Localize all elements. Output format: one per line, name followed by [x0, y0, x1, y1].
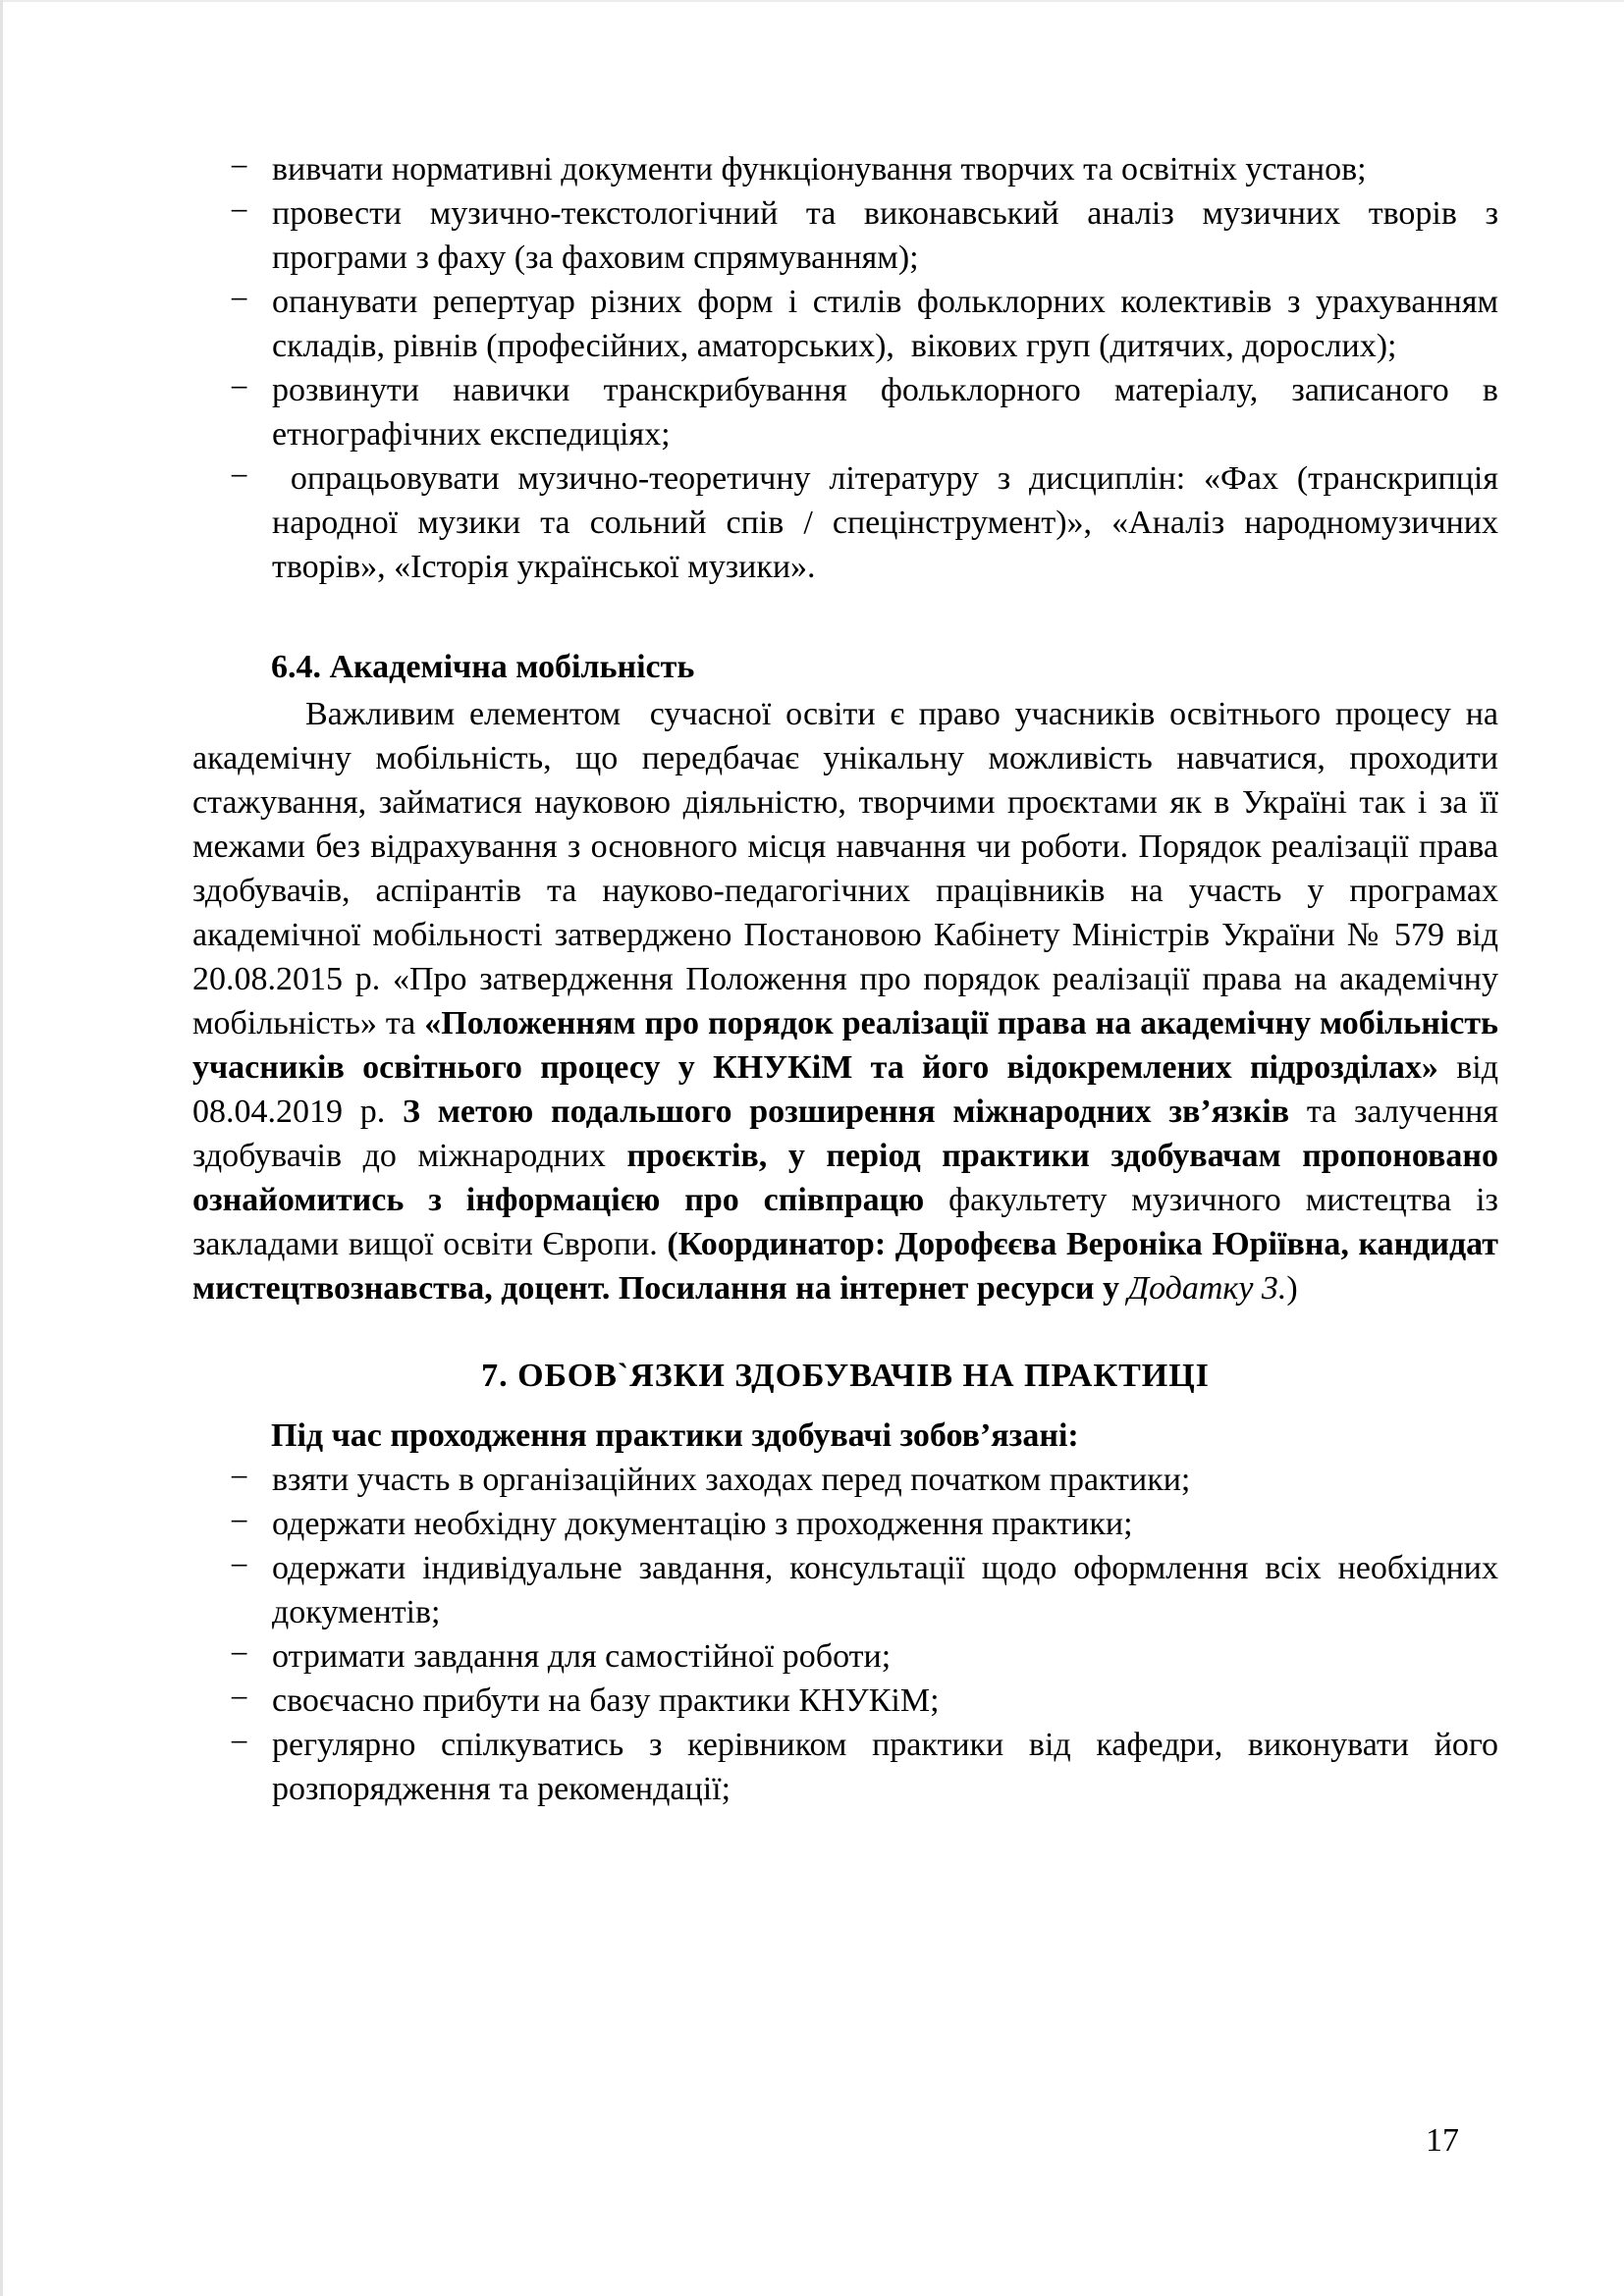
page-number: 17 — [1426, 2122, 1459, 2159]
bullet-dash: − — [230, 149, 249, 186]
bullet-dash: − — [230, 1504, 249, 1540]
bullet-dash: − — [230, 1636, 249, 1673]
section-heading-6-4 — [192, 645, 1498, 689]
chapter-heading-7 — [192, 1354, 1498, 1398]
text-run: 6.4. Академічна мобільність — [271, 649, 695, 685]
list-item — [192, 368, 1507, 456]
text-run: Додатку 3. — [1127, 1270, 1287, 1307]
text-run: одержати індивідуальне завдання, консультації щодо оформлення всіх необхідних документів; — [272, 1550, 1507, 1630]
paragraph-academic-mobility — [192, 692, 1507, 1310]
bullet-dash: − — [230, 458, 249, 495]
text-run: взяти участь в організаційних заходах перед початком практики; — [272, 1462, 1191, 1498]
text-run: своєчасно прибути на базу практики КНУКіМ; — [272, 1682, 940, 1719]
list-item — [192, 1546, 1507, 1634]
text-run: (Координатор: Дорофєєва Вероніка Юріївна, кандидат мистецтвознавства, доцент. Посилання на інтернет ресурси у — [192, 1226, 1507, 1307]
text-run: опрацьовувати музично-теоретичну літературу з дисциплін: «Фах (транскрипція народної музики та сольний спів / спецінструмент)», «Аналіз народномузичних творів», «Історія української музики». — [272, 460, 1507, 585]
text-run: 7. ОБОВ`ЯЗКИ ЗДОБУВАЧІВ НА ПРАКТИЦІ — [481, 1358, 1210, 1394]
list-item — [192, 456, 1507, 589]
text-run: факультету музичного мистецтва із закладами вищої освіти Європи. — [192, 1182, 1507, 1262]
bullet-dash: − — [230, 370, 249, 406]
bullet-dash: − — [230, 193, 249, 230]
list-item — [192, 1679, 1498, 1723]
bullet-list — [192, 1458, 1507, 1811]
bullet-dash: − — [230, 1460, 249, 1496]
text-run: регулярно спілкуватись з керівником практики від кафедри, виконувати його розпорядження та рекомендації; — [272, 1727, 1507, 1807]
text-run: «Положенням про порядок реалізації права на академічну мобільність учасників освітнього процесу у КНУКіМ та його відокремлених підрозділах» — [192, 1005, 1507, 1086]
list-item — [192, 1634, 1498, 1679]
bullet-list — [192, 147, 1507, 589]
list-item — [192, 1458, 1498, 1502]
text-run: від 08.04.2019 р. — [192, 1049, 1507, 1130]
text-run: З метою подальшого розширення міжнародних зв’язків — [403, 1094, 1307, 1130]
text-run: Важливим елементом сучасної освіти є право учасників освітнього процесу на академічну мобільність, що передбачає унікальну можливість навчатися, проходити стажування, займатися науковою діяльністю, творчими проєктами як в Україні так і за її межами без відрахування з основного місця навчання чи роботи. Порядок реалізації права здобувачів, аспірантів та науково-педагогічних працівників на участь у програмах академічної мобільності затверджено Постановою Кабінету Міністрів України № 579 від 20.08.2015 р. «Про затвердження Положення про порядок реалізації права на академічну мобільність» та — [192, 696, 1507, 1041]
text-run: та залучення здобувачів до міжнародних — [192, 1094, 1507, 1174]
list-item — [192, 280, 1507, 368]
bullet-dash: − — [230, 1681, 249, 1717]
list-item — [192, 147, 1498, 191]
list-item — [192, 1723, 1507, 1811]
list-item — [192, 191, 1507, 280]
text-run: одержати необхідну документацію з проходження практики; — [272, 1506, 1133, 1542]
text-run: Під час проходження практики здобувачі зобов’язані: — [271, 1417, 1079, 1454]
text-run: провести музично-текстологічний та виконавський аналіз музичних творів з програми з фаху (за фаховим спрямуванням); — [272, 195, 1507, 276]
bullet-dash: − — [230, 1548, 249, 1584]
text-run: вивчати нормативні документи функціонування творчих та освітніх установ; — [272, 151, 1367, 187]
list-item — [192, 1502, 1498, 1546]
text-run: опанувати репертуар різних форм і стилів фольклорних колективів з урахуванням складів, рівнів (професійних, аматорських), вікових груп (дитячих, дорослих); — [272, 284, 1507, 364]
text-run: ) — [1286, 1270, 1298, 1307]
text-run: розвинути навички транскрибування фольклорного матеріалу, записаного в етнографічних експедиціях; — [272, 372, 1507, 453]
obligations-intro — [192, 1414, 1498, 1458]
text-run: отримати завдання для самостійної роботи; — [272, 1638, 892, 1675]
text-run: проєктів, у період практики здобувачам пропоновано ознайомитись з інформацією про співпрацю — [192, 1138, 1507, 1218]
bullet-dash: − — [230, 282, 249, 318]
bullet-dash: − — [230, 1725, 249, 1761]
document-content — [192, 147, 1507, 1811]
